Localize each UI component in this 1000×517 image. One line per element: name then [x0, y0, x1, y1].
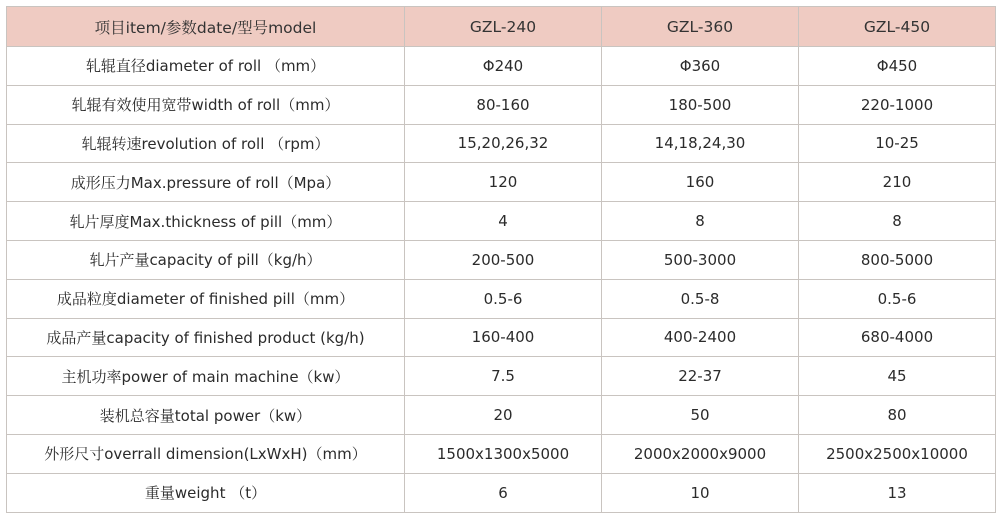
header-model-gzl-240: GZL-240 — [405, 7, 602, 47]
table-header — [7, 7, 996, 47]
row-value: 500-3000 — [602, 240, 799, 279]
row-value: 2000x2000x9000 — [602, 434, 799, 473]
row-value: 160 — [602, 163, 799, 202]
header-label-cell: 项目item/参数date/型号model — [7, 7, 405, 47]
row-value: Φ360 — [602, 47, 799, 86]
row-value: 0.5-6 — [405, 279, 602, 318]
table-body — [7, 47, 996, 513]
row-value: 680-4000 — [799, 318, 996, 357]
row-value: 200-500 — [405, 240, 602, 279]
row-value: 50 — [602, 396, 799, 435]
table-row — [7, 357, 996, 396]
table-row — [7, 163, 996, 202]
row-value: 120 — [405, 163, 602, 202]
row-value: Φ240 — [405, 47, 602, 86]
row-value: 15,20,26,32 — [405, 124, 602, 163]
row-value: 45 — [799, 357, 996, 396]
row-label: 轧辊转速revolution of roll （rpm） — [7, 124, 405, 163]
table-row — [7, 202, 996, 241]
row-value: 220-1000 — [799, 85, 996, 124]
row-value: 7.5 — [405, 357, 602, 396]
row-value: 180-500 — [602, 85, 799, 124]
row-label: 轧片产量capacity of pill（kg/h） — [7, 240, 405, 279]
row-value: 13 — [799, 473, 996, 512]
row-value: 14,18,24,30 — [602, 124, 799, 163]
table-row — [7, 279, 996, 318]
row-label: 成品粒度diameter of finished pill（mm） — [7, 279, 405, 318]
table-row — [7, 47, 996, 86]
row-value: 2500x2500x10000 — [799, 434, 996, 473]
row-value: 22-37 — [602, 357, 799, 396]
row-value: 4 — [405, 202, 602, 241]
table-row — [7, 124, 996, 163]
row-value: 1500x1300x5000 — [405, 434, 602, 473]
table-row — [7, 434, 996, 473]
row-value: 8 — [799, 202, 996, 241]
row-label: 成形压力Max.pressure of roll（Mpa） — [7, 163, 405, 202]
row-value: 800-5000 — [799, 240, 996, 279]
row-label: 重量weight （t） — [7, 473, 405, 512]
table-row — [7, 473, 996, 512]
header-model-gzl-360: GZL-360 — [602, 7, 799, 47]
row-label: 轧片厚度Max.thickness of pill（mm） — [7, 202, 405, 241]
table-row — [7, 396, 996, 435]
row-value: 20 — [405, 396, 602, 435]
row-value: 80 — [799, 396, 996, 435]
row-value: 400-2400 — [602, 318, 799, 357]
row-value: 160-400 — [405, 318, 602, 357]
table-row — [7, 85, 996, 124]
header-row — [7, 7, 996, 47]
row-value: 210 — [799, 163, 996, 202]
row-value: 80-160 — [405, 85, 602, 124]
row-value: 10-25 — [799, 124, 996, 163]
table-row — [7, 240, 996, 279]
header-model-gzl-450: GZL-450 — [799, 7, 996, 47]
row-value: Φ450 — [799, 47, 996, 86]
spec-table — [6, 6, 996, 513]
row-value: 10 — [602, 473, 799, 512]
row-value: 0.5-6 — [799, 279, 996, 318]
row-label: 轧辊有效使用宽带width of roll（mm） — [7, 85, 405, 124]
row-value: 8 — [602, 202, 799, 241]
row-value: 6 — [405, 473, 602, 512]
row-value: 0.5-8 — [602, 279, 799, 318]
row-label: 装机总容量total power（kw） — [7, 396, 405, 435]
row-label: 轧辊直径diameter of roll （mm） — [7, 47, 405, 86]
row-label: 主机功率power of main machine（kw） — [7, 357, 405, 396]
row-label: 成品产量capacity of finished product (kg/h) — [7, 318, 405, 357]
table-row — [7, 318, 996, 357]
row-label: 外形尺寸overrall dimension(LxWxH)（mm） — [7, 434, 405, 473]
